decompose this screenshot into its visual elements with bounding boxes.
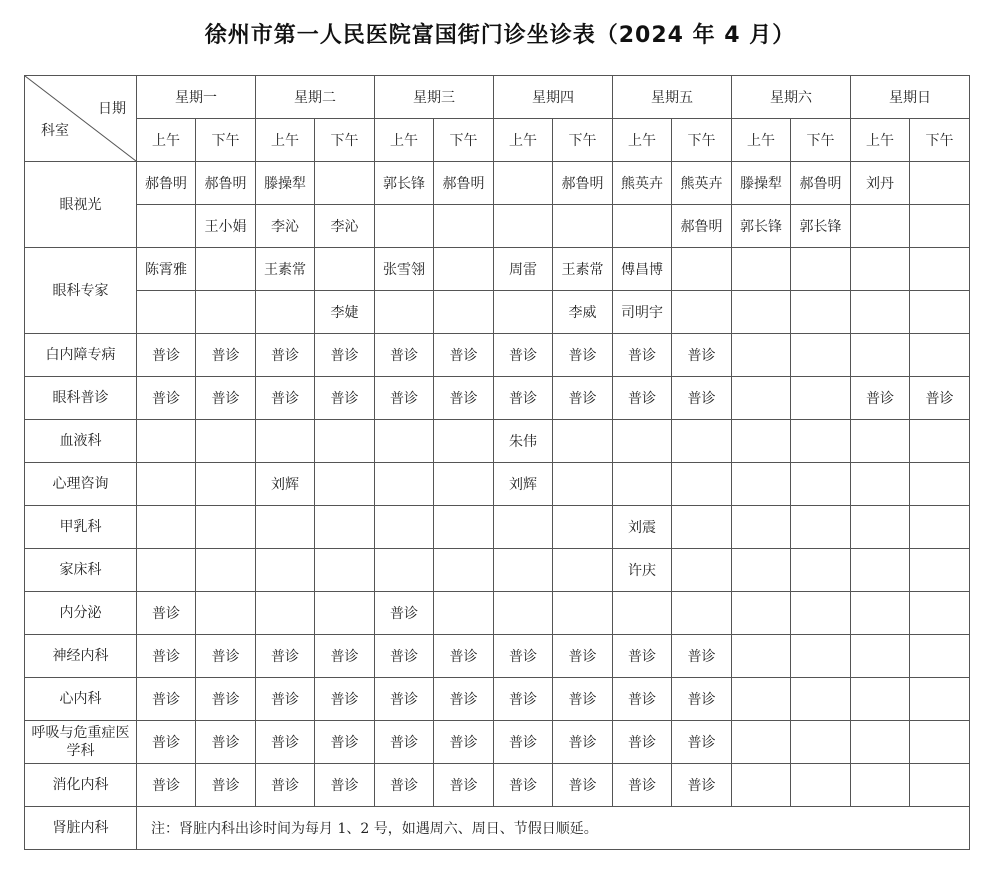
schedule-cell bbox=[672, 248, 732, 291]
schedule-cell bbox=[732, 592, 791, 635]
schedule-cell bbox=[553, 592, 613, 635]
schedule-cell bbox=[851, 420, 910, 463]
schedule-cell bbox=[851, 205, 910, 248]
schedule-cell: 普诊 bbox=[553, 678, 613, 721]
table-row bbox=[25, 463, 970, 506]
schedule-cell bbox=[375, 291, 434, 334]
schedule-cell bbox=[553, 463, 613, 506]
session-header-am: 上午 bbox=[732, 119, 791, 162]
schedule-cell: 李婕 bbox=[315, 291, 375, 334]
schedule-cell bbox=[553, 205, 613, 248]
department-name: 家床科 bbox=[25, 549, 137, 592]
corner-header-cell bbox=[25, 76, 137, 162]
table-row bbox=[25, 334, 970, 377]
schedule-cell bbox=[375, 205, 434, 248]
table-row bbox=[25, 291, 970, 334]
schedule-cell bbox=[196, 592, 256, 635]
session-header-pm: 下午 bbox=[672, 119, 732, 162]
schedule-cell: 李沁 bbox=[315, 205, 375, 248]
session-header-am: 上午 bbox=[851, 119, 910, 162]
department-name: 血液科 bbox=[25, 420, 137, 463]
session-header-am: 上午 bbox=[137, 119, 196, 162]
schedule-cell bbox=[434, 463, 494, 506]
schedule-cell: 王小娟 bbox=[196, 205, 256, 248]
schedule-cell bbox=[375, 420, 434, 463]
schedule-cell bbox=[256, 506, 315, 549]
schedule-cell bbox=[791, 248, 851, 291]
schedule-cell: 普诊 bbox=[494, 764, 553, 807]
schedule-cell bbox=[137, 549, 196, 592]
department-name: 甲乳科 bbox=[25, 506, 137, 549]
schedule-cell: 李沁 bbox=[256, 205, 315, 248]
session-header-pm: 下午 bbox=[910, 119, 970, 162]
schedule-cell bbox=[732, 549, 791, 592]
schedule-cell bbox=[434, 549, 494, 592]
schedule-cell: 普诊 bbox=[315, 764, 375, 807]
schedule-cell: 普诊 bbox=[137, 678, 196, 721]
schedule-cell bbox=[910, 592, 970, 635]
schedule-cell bbox=[851, 334, 910, 377]
schedule-cell: 普诊 bbox=[613, 678, 672, 721]
schedule-cell bbox=[791, 678, 851, 721]
schedule-cell bbox=[910, 549, 970, 592]
table-row bbox=[25, 635, 970, 678]
schedule-cell bbox=[851, 592, 910, 635]
schedule-cell bbox=[434, 291, 494, 334]
schedule-cell bbox=[613, 205, 672, 248]
schedule-cell bbox=[732, 678, 791, 721]
schedule-cell bbox=[791, 592, 851, 635]
schedule-cell: 普诊 bbox=[196, 678, 256, 721]
table-row bbox=[25, 506, 970, 549]
day-header: 星期日 bbox=[851, 76, 970, 119]
schedule-cell: 王素常 bbox=[553, 248, 613, 291]
table-row bbox=[25, 678, 970, 721]
schedule-cell bbox=[434, 506, 494, 549]
schedule-cell bbox=[672, 592, 732, 635]
schedule-cell: 普诊 bbox=[553, 721, 613, 764]
schedule-cell bbox=[791, 721, 851, 764]
day-header: 星期三 bbox=[375, 76, 494, 119]
table-row bbox=[25, 420, 970, 463]
schedule-cell: 普诊 bbox=[672, 334, 732, 377]
schedule-cell: 普诊 bbox=[375, 764, 434, 807]
table-row bbox=[25, 592, 970, 635]
schedule-cell bbox=[256, 592, 315, 635]
department-name: 眼视光 bbox=[25, 162, 137, 248]
day-header: 星期六 bbox=[732, 76, 851, 119]
schedule-cell bbox=[910, 420, 970, 463]
schedule-cell: 郝鲁明 bbox=[791, 162, 851, 205]
schedule-cell: 普诊 bbox=[315, 721, 375, 764]
schedule-cell: 普诊 bbox=[672, 678, 732, 721]
schedule-cell: 普诊 bbox=[375, 377, 434, 420]
schedule-cell: 李威 bbox=[553, 291, 613, 334]
schedule-cell: 普诊 bbox=[137, 334, 196, 377]
department-name: 消化内科 bbox=[25, 764, 137, 807]
schedule-cell: 普诊 bbox=[613, 377, 672, 420]
schedule-cell bbox=[732, 721, 791, 764]
schedule-cell bbox=[256, 291, 315, 334]
schedule-cell bbox=[732, 248, 791, 291]
schedule-cell: 普诊 bbox=[672, 721, 732, 764]
schedule-cell: 熊英卉 bbox=[613, 162, 672, 205]
schedule-cell bbox=[791, 291, 851, 334]
footer-note: 注：肾脏内科出诊时间为每月 1、2 号，如遇周六、周日、节假日顺延。 bbox=[137, 807, 970, 850]
schedule-cell bbox=[672, 506, 732, 549]
schedule-cell bbox=[434, 420, 494, 463]
schedule-cell: 普诊 bbox=[256, 721, 315, 764]
schedule-cell bbox=[196, 549, 256, 592]
schedule-cell bbox=[434, 248, 494, 291]
table-row bbox=[25, 764, 970, 807]
schedule-cell: 普诊 bbox=[494, 721, 553, 764]
table-row bbox=[25, 248, 970, 291]
schedule-cell bbox=[910, 463, 970, 506]
schedule-cell bbox=[791, 420, 851, 463]
schedule-cell bbox=[137, 506, 196, 549]
schedule-cell bbox=[910, 721, 970, 764]
schedule-cell bbox=[315, 592, 375, 635]
schedule-cell: 周雷 bbox=[494, 248, 553, 291]
session-header-am: 上午 bbox=[375, 119, 434, 162]
table-row bbox=[25, 162, 970, 205]
session-header-pm: 下午 bbox=[553, 119, 613, 162]
schedule-cell: 普诊 bbox=[434, 635, 494, 678]
schedule-cell: 普诊 bbox=[672, 635, 732, 678]
schedule-cell bbox=[732, 291, 791, 334]
department-name: 心内科 bbox=[25, 678, 137, 721]
schedule-cell: 普诊 bbox=[315, 334, 375, 377]
schedule-cell: 郝鲁明 bbox=[137, 162, 196, 205]
schedule-cell bbox=[910, 291, 970, 334]
schedule-cell: 普诊 bbox=[196, 764, 256, 807]
schedule-cell bbox=[732, 635, 791, 678]
schedule-cell bbox=[375, 549, 434, 592]
schedule-cell bbox=[672, 463, 732, 506]
schedule-cell: 郝鲁明 bbox=[196, 162, 256, 205]
department-name: 呼吸与危重症医学科 bbox=[25, 721, 137, 764]
day-header: 星期四 bbox=[494, 76, 613, 119]
table-row bbox=[25, 205, 970, 248]
schedule-cell bbox=[256, 549, 315, 592]
schedule-cell bbox=[315, 248, 375, 291]
schedule-cell bbox=[315, 506, 375, 549]
day-header: 星期二 bbox=[256, 76, 375, 119]
schedule-cell: 司明宇 bbox=[613, 291, 672, 334]
corner-dept-label: 科室 bbox=[41, 123, 69, 139]
schedule-cell bbox=[256, 420, 315, 463]
schedule-cell bbox=[791, 463, 851, 506]
schedule-cell bbox=[672, 420, 732, 463]
schedule-cell bbox=[315, 420, 375, 463]
schedule-cell bbox=[196, 248, 256, 291]
schedule-cell: 傅昌博 bbox=[613, 248, 672, 291]
schedule-cell bbox=[851, 635, 910, 678]
schedule-cell bbox=[613, 463, 672, 506]
schedule-cell bbox=[672, 549, 732, 592]
schedule-cell bbox=[791, 764, 851, 807]
schedule-cell bbox=[494, 592, 553, 635]
schedule-cell: 刘辉 bbox=[256, 463, 315, 506]
schedule-cell bbox=[791, 506, 851, 549]
schedule-cell: 普诊 bbox=[613, 334, 672, 377]
schedule-cell: 普诊 bbox=[196, 377, 256, 420]
schedule-cell: 郝鲁明 bbox=[672, 205, 732, 248]
schedule-cell bbox=[137, 420, 196, 463]
schedule-cell bbox=[910, 506, 970, 549]
schedule-cell bbox=[315, 549, 375, 592]
schedule-cell: 普诊 bbox=[494, 635, 553, 678]
schedule-cell bbox=[315, 162, 375, 205]
schedule-cell bbox=[851, 678, 910, 721]
schedule-cell: 张雪翎 bbox=[375, 248, 434, 291]
schedule-cell: 郝鲁明 bbox=[553, 162, 613, 205]
department-name: 心理咨询 bbox=[25, 463, 137, 506]
schedule-cell bbox=[196, 463, 256, 506]
schedule-cell bbox=[732, 334, 791, 377]
schedule-cell bbox=[910, 162, 970, 205]
schedule-cell bbox=[613, 420, 672, 463]
schedule-cell bbox=[494, 549, 553, 592]
session-header-am: 上午 bbox=[256, 119, 315, 162]
schedule-cell: 普诊 bbox=[375, 678, 434, 721]
table-row bbox=[25, 721, 970, 764]
schedule-cell: 王素常 bbox=[256, 248, 315, 291]
schedule-cell bbox=[732, 377, 791, 420]
schedule-cell bbox=[553, 506, 613, 549]
schedule-cell: 普诊 bbox=[434, 678, 494, 721]
session-header-am: 上午 bbox=[613, 119, 672, 162]
schedule-cell: 普诊 bbox=[434, 334, 494, 377]
page-title: 徐州市第一人民医院富国街门诊坐诊表（2024 年 4 月） bbox=[204, 23, 796, 48]
schedule-cell bbox=[553, 549, 613, 592]
schedule-cell bbox=[137, 205, 196, 248]
schedule-cell: 普诊 bbox=[672, 377, 732, 420]
schedule-cell: 普诊 bbox=[315, 635, 375, 678]
schedule-cell bbox=[910, 635, 970, 678]
schedule-cell: 普诊 bbox=[910, 377, 970, 420]
schedule-cell bbox=[375, 463, 434, 506]
schedule-cell bbox=[375, 506, 434, 549]
schedule-cell: 刘震 bbox=[613, 506, 672, 549]
schedule-cell: 普诊 bbox=[613, 721, 672, 764]
schedule-cell bbox=[553, 420, 613, 463]
schedule-cell bbox=[910, 678, 970, 721]
table-row bbox=[25, 549, 970, 592]
schedule-cell bbox=[791, 377, 851, 420]
schedule-cell bbox=[851, 506, 910, 549]
day-header: 星期五 bbox=[613, 76, 732, 119]
schedule-cell bbox=[196, 506, 256, 549]
schedule-cell: 郝鲁明 bbox=[434, 162, 494, 205]
schedule-cell: 普诊 bbox=[613, 764, 672, 807]
schedule-cell: 普诊 bbox=[256, 377, 315, 420]
schedule-cell: 普诊 bbox=[553, 377, 613, 420]
schedule-cell: 滕操犁 bbox=[256, 162, 315, 205]
schedule-cell: 普诊 bbox=[553, 635, 613, 678]
schedule-cell bbox=[434, 592, 494, 635]
schedule-cell: 普诊 bbox=[137, 635, 196, 678]
department-name: 眼科普诊 bbox=[25, 377, 137, 420]
department-name: 眼科专家 bbox=[25, 248, 137, 334]
schedule-cell bbox=[732, 764, 791, 807]
schedule-cell: 刘丹 bbox=[851, 162, 910, 205]
schedule-cell: 普诊 bbox=[553, 764, 613, 807]
schedule-cell bbox=[791, 334, 851, 377]
department-name: 白内障专病 bbox=[25, 334, 137, 377]
schedule-cell bbox=[910, 764, 970, 807]
schedule-cell bbox=[672, 291, 732, 334]
schedule-cell: 普诊 bbox=[375, 721, 434, 764]
schedule-cell bbox=[494, 291, 553, 334]
schedule-cell bbox=[791, 549, 851, 592]
schedule-cell: 朱伟 bbox=[494, 420, 553, 463]
schedule-cell: 普诊 bbox=[434, 721, 494, 764]
schedule-cell bbox=[851, 721, 910, 764]
schedule-cell bbox=[851, 764, 910, 807]
schedule-cell: 滕操犁 bbox=[732, 162, 791, 205]
schedule-cell: 普诊 bbox=[375, 635, 434, 678]
corner-date-label: 日期 bbox=[98, 101, 126, 117]
schedule-cell: 普诊 bbox=[434, 764, 494, 807]
schedule-cell: 普诊 bbox=[196, 334, 256, 377]
schedule-cell bbox=[613, 592, 672, 635]
schedule-cell: 普诊 bbox=[375, 334, 434, 377]
schedule-cell: 普诊 bbox=[315, 377, 375, 420]
schedule-cell: 普诊 bbox=[315, 678, 375, 721]
schedule-cell bbox=[732, 506, 791, 549]
footer-row bbox=[25, 807, 970, 850]
schedule-cell: 普诊 bbox=[196, 721, 256, 764]
schedule-cell bbox=[851, 248, 910, 291]
diagonal-divider bbox=[25, 76, 136, 161]
schedule-cell: 普诊 bbox=[553, 334, 613, 377]
schedule-cell: 普诊 bbox=[494, 678, 553, 721]
schedule-cell: 普诊 bbox=[137, 377, 196, 420]
schedule-cell: 普诊 bbox=[256, 764, 315, 807]
schedule-cell bbox=[494, 205, 553, 248]
schedule-cell bbox=[732, 463, 791, 506]
schedule-cell: 郭长锋 bbox=[791, 205, 851, 248]
schedule-cell: 熊英卉 bbox=[672, 162, 732, 205]
schedule-cell: 普诊 bbox=[137, 592, 196, 635]
schedule-cell bbox=[910, 334, 970, 377]
schedule-cell: 陈霄雅 bbox=[137, 248, 196, 291]
schedule-cell: 刘辉 bbox=[494, 463, 553, 506]
session-header-pm: 下午 bbox=[434, 119, 494, 162]
schedule-cell: 普诊 bbox=[851, 377, 910, 420]
schedule-cell bbox=[494, 162, 553, 205]
schedule-cell bbox=[137, 463, 196, 506]
schedule-cell bbox=[137, 291, 196, 334]
schedule-cell: 许庆 bbox=[613, 549, 672, 592]
schedule-cell: 普诊 bbox=[256, 678, 315, 721]
schedule-cell: 普诊 bbox=[494, 334, 553, 377]
session-header-am: 上午 bbox=[494, 119, 553, 162]
schedule-cell bbox=[315, 463, 375, 506]
schedule-cell: 普诊 bbox=[137, 721, 196, 764]
department-name: 肾脏内科 bbox=[25, 807, 137, 850]
table-row bbox=[25, 377, 970, 420]
schedule-cell bbox=[851, 549, 910, 592]
schedule-cell: 普诊 bbox=[434, 377, 494, 420]
schedule-cell bbox=[851, 463, 910, 506]
schedule-cell: 郭长锋 bbox=[732, 205, 791, 248]
schedule-cell: 普诊 bbox=[256, 334, 315, 377]
schedule-cell bbox=[434, 205, 494, 248]
schedule-cell bbox=[851, 291, 910, 334]
schedule-cell bbox=[196, 420, 256, 463]
schedule-cell bbox=[196, 291, 256, 334]
schedule-cell: 普诊 bbox=[375, 592, 434, 635]
schedule-cell: 郭长锋 bbox=[375, 162, 434, 205]
schedule-cell: 普诊 bbox=[672, 764, 732, 807]
department-name: 内分泌 bbox=[25, 592, 137, 635]
schedule-cell: 普诊 bbox=[613, 635, 672, 678]
session-header-pm: 下午 bbox=[791, 119, 851, 162]
schedule-table bbox=[24, 75, 970, 850]
schedule-cell: 普诊 bbox=[196, 635, 256, 678]
schedule-cell: 普诊 bbox=[137, 764, 196, 807]
schedule-cell: 普诊 bbox=[256, 635, 315, 678]
schedule-cell bbox=[732, 420, 791, 463]
schedule-cell bbox=[791, 635, 851, 678]
schedule-cell: 普诊 bbox=[494, 377, 553, 420]
session-header-pm: 下午 bbox=[315, 119, 375, 162]
day-header: 星期一 bbox=[137, 76, 256, 119]
schedule-cell bbox=[910, 205, 970, 248]
department-name: 神经内科 bbox=[25, 635, 137, 678]
schedule-cell bbox=[494, 506, 553, 549]
session-header-pm: 下午 bbox=[196, 119, 256, 162]
schedule-cell bbox=[910, 248, 970, 291]
